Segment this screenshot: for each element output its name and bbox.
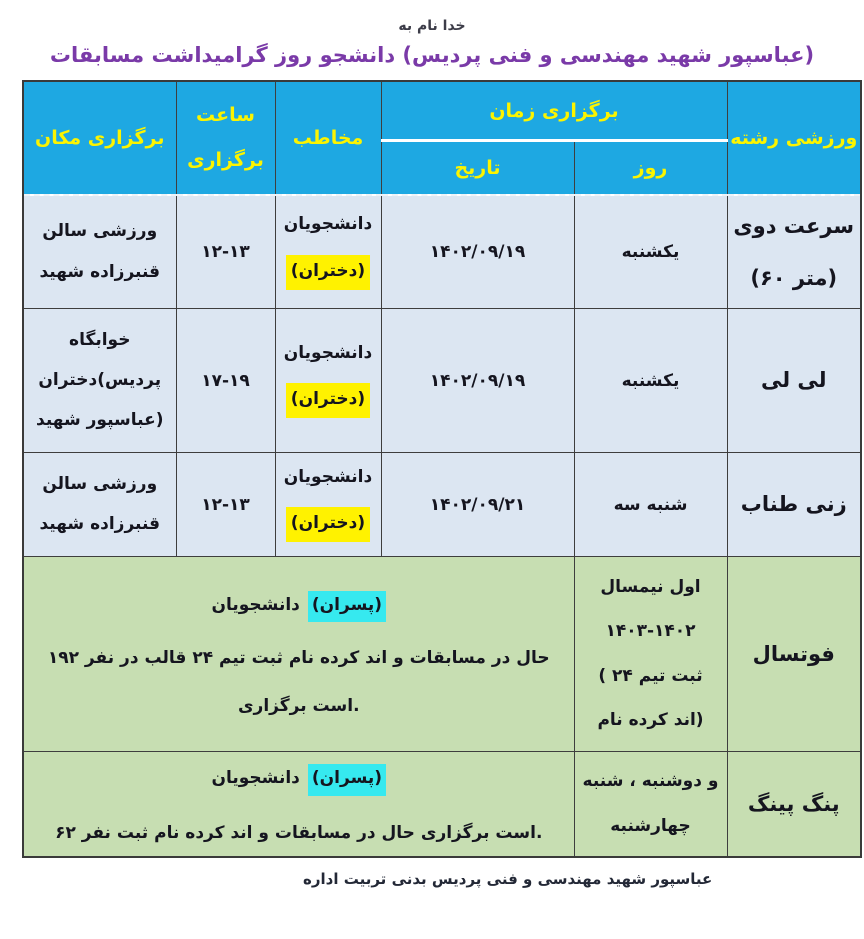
schedule-line: نام کرده اند) — [597, 709, 704, 730]
location-cell — [23, 195, 176, 309]
sport-name-line: دوی سرعت — [733, 214, 855, 239]
audience-highlight-girls: (دختران) — [286, 255, 370, 290]
table-row-rope — [23, 453, 861, 557]
sport-name-line: لی لی — [760, 368, 827, 393]
header-hour — [176, 81, 275, 195]
audience-highlight-boys: (پسران) — [308, 591, 386, 622]
audience-highlight-boys: (پسران) — [308, 764, 386, 795]
audience-label: دانشجویان — [211, 768, 300, 789]
schedule-table — [22, 80, 862, 858]
audience-label: دانشجویان — [283, 342, 373, 363]
audience-cell — [275, 309, 381, 453]
location-cell — [23, 453, 176, 557]
schedule-cell — [574, 752, 727, 858]
header-time-group: زمان برگزاری — [381, 81, 727, 141]
audience-label: دانشجویان — [211, 595, 300, 616]
audience-line — [24, 764, 574, 795]
location-line: شهید قنبرزاده — [39, 514, 161, 534]
audience-line — [24, 591, 574, 622]
schedule-line: شنبه ، دوشنبه و — [582, 771, 719, 792]
table-row-pingpong — [23, 752, 861, 858]
header-day: روز — [574, 141, 727, 196]
header-hour-line: ساعت — [196, 103, 255, 126]
location-line: شهید عباسپور) — [36, 410, 164, 431]
day-cell: سه شنبه — [574, 453, 727, 557]
date-cell: ۱۴۰۲/۰۹/۱۹ — [381, 309, 574, 453]
audience-cell — [275, 453, 381, 557]
location-line: خوابگاه — [69, 329, 131, 350]
date-cell: ۱۴۰۲/۰۹/۱۹ — [381, 195, 574, 309]
location-cell — [23, 309, 176, 453]
sport-cell — [727, 309, 861, 453]
location-line: سالن ورزشی — [42, 221, 158, 242]
hours-cell: ۱۲-۱۳ — [176, 453, 275, 557]
detail-line: ۱۹۲ نفر در قالب ۲۴ تیم ثبت نام کرده اند و مسابقات در حال — [47, 648, 550, 669]
hours-cell: ۱۷-۱۹ — [176, 309, 275, 453]
location-line: دختران(پردیس — [38, 369, 162, 390]
day-cell: یکشنبه — [574, 309, 727, 453]
detail-line: ۶۲ نفر ثبت نام کرده اند و مسابقات در حال برگزاری است. — [55, 822, 543, 843]
sport-cell: فوتسال — [727, 557, 861, 752]
hours-cell: ۱۲-۱۳ — [176, 195, 275, 309]
table-row-sprint — [23, 195, 861, 309]
table-row-leili — [23, 309, 861, 453]
header-sport: رشته ورزشی — [727, 81, 861, 195]
location-line: شهید قنبرزاده — [39, 261, 161, 282]
header-audience: مخاطب — [275, 81, 381, 195]
date-cell: ۱۴۰۲/۰۹/۲۱ — [381, 453, 574, 557]
header-date: تاریخ — [381, 141, 574, 196]
audience-label: دانشجویان — [283, 466, 373, 487]
sport-cell — [727, 195, 861, 309]
schedule-line: ۱۴۰۳-۱۴۰۲ — [605, 621, 696, 642]
bismillah-text: به نام خدا — [398, 18, 466, 34]
merged-detail-cell — [23, 557, 574, 752]
footer-note: اداره تربیت بدنی پردیس فنی و مهندسی شهید عباسپور — [303, 870, 713, 888]
day-cell: یکشنبه — [574, 195, 727, 309]
schedule-line: چهارشنبه — [610, 815, 691, 836]
location-line: سالن ورزشی — [42, 473, 158, 494]
audience-label: دانشجویان — [283, 214, 373, 235]
audience-cell — [275, 195, 381, 309]
page-title: مسابقات گرامیداشت روز دانشجو (پردیس فنی و مهندسی شهید عباسپور) — [49, 43, 815, 67]
sport-cell — [727, 453, 861, 557]
schedule-line: نیمسال اول — [600, 577, 701, 597]
schedule-cell — [574, 557, 727, 752]
sport-name-line: طناب زنی — [740, 492, 847, 517]
audience-highlight-girls: (دختران) — [286, 383, 370, 418]
audience-highlight-girls: (دختران) — [286, 507, 370, 542]
table-header — [23, 81, 861, 195]
sport-name-line: (۶۰ متر) — [750, 265, 838, 290]
header-hour-line: برگزاری — [187, 148, 264, 171]
schedule-line: ( ۲۴ تیم ثبت — [598, 665, 703, 686]
detail-line: برگزاری است. — [237, 695, 360, 716]
header-location: مکان برگزاری — [23, 81, 176, 195]
table-row-futsal — [23, 557, 861, 752]
sport-cell: پینگ پنگ — [727, 752, 861, 858]
merged-detail-cell — [23, 752, 574, 858]
